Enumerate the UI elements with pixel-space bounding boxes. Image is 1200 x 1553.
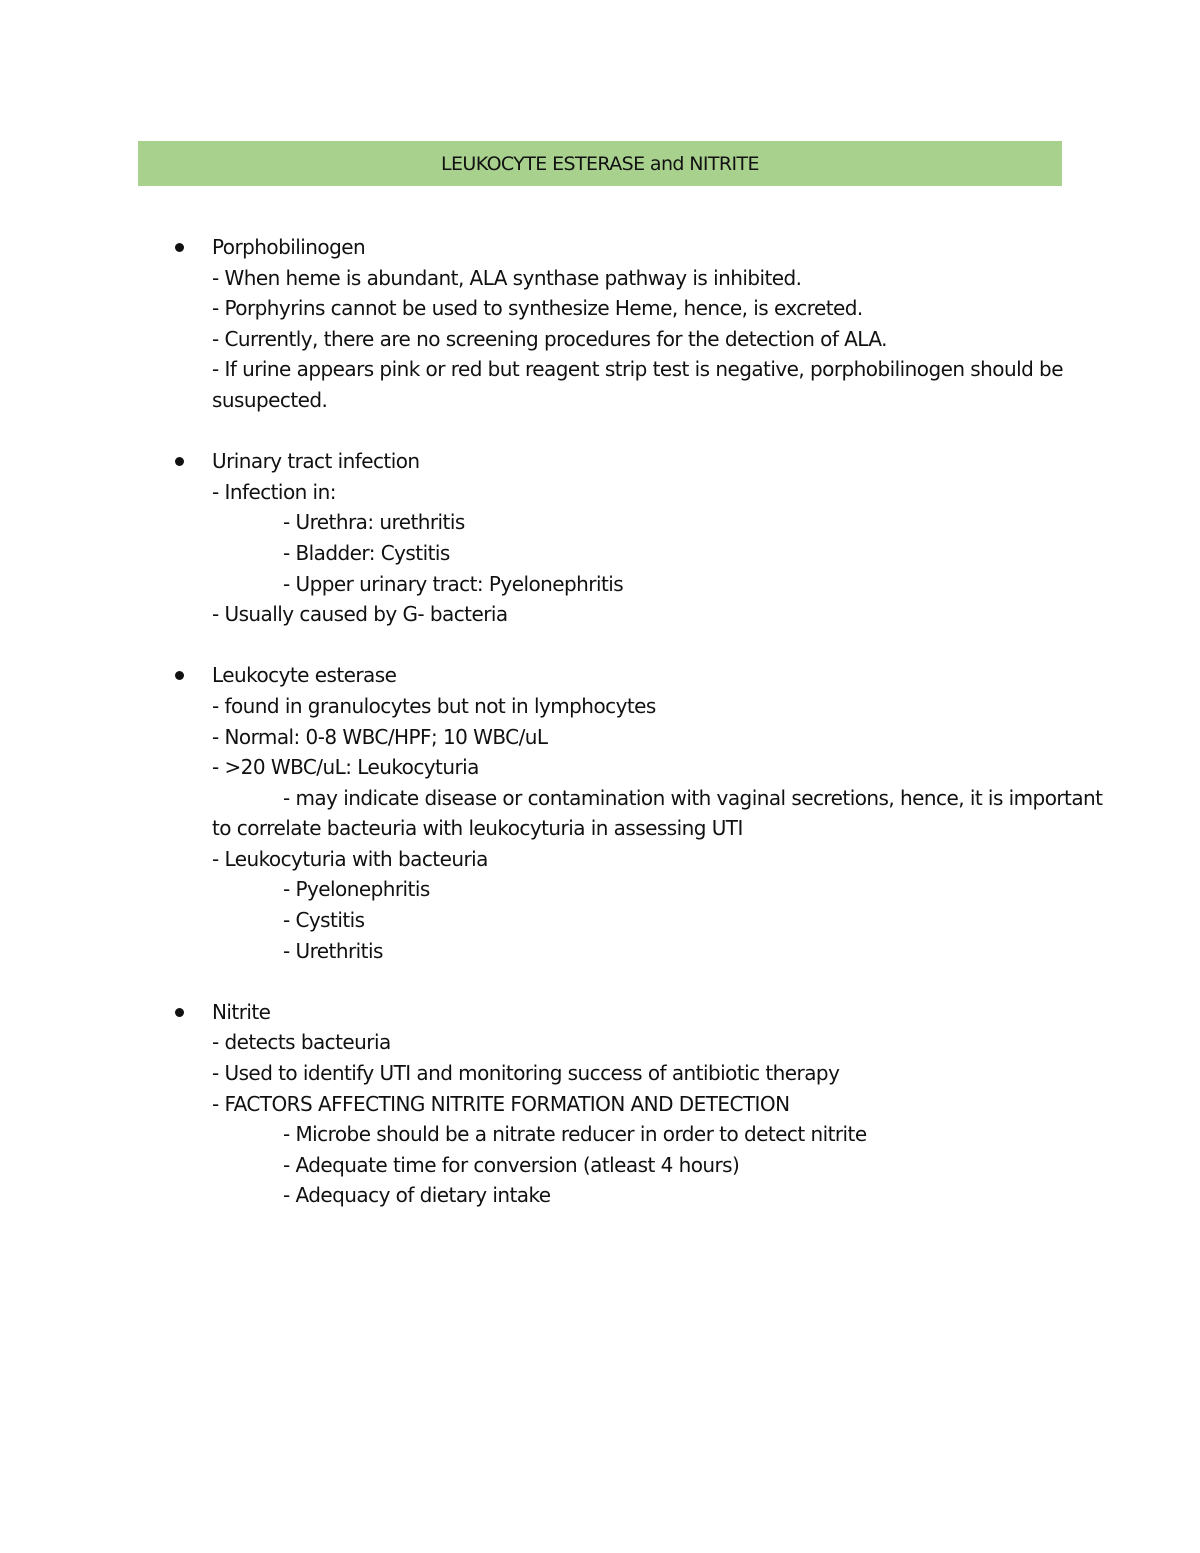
heading-text: Porphobilinogen xyxy=(212,235,366,259)
list-item: - found in granulocytes but not in lymphocytes xyxy=(212,693,656,718)
section-porphobilinogen xyxy=(0,232,1200,416)
section-nitrite xyxy=(0,997,1200,1211)
section-heading xyxy=(0,660,1200,691)
section-urinary-tract-infection xyxy=(0,446,1200,630)
document-body xyxy=(0,232,1200,1211)
section-heading xyxy=(0,232,1200,263)
list-item-continuation: to correlate bacteuria with leukocyturia in assessing UTI xyxy=(212,816,743,841)
bullet-icon xyxy=(175,1008,184,1017)
list-item: - When heme is abundant, ALA synthase pathway is inhibited. xyxy=(212,265,802,290)
list-item: - Usually caused by G- bacteria xyxy=(212,602,508,627)
spacer xyxy=(0,630,1200,661)
list-item: - Infection in: xyxy=(212,479,336,504)
list-subitem: - Urethritis xyxy=(283,938,383,963)
page-title: LEUKOCYTE ESTERASE and NITRITE xyxy=(441,152,759,175)
list-subitem: - Upper urinary tract: Pyelonephritis xyxy=(283,571,624,596)
list-subitem: - Urethra: urethritis xyxy=(283,510,465,535)
list-item: - Leukocyturia with bacteuria xyxy=(212,846,488,871)
heading-text: Leukocyte esterase xyxy=(212,663,397,688)
list-item: - Currently, there are no screening procedures for the detection of ALA. xyxy=(212,326,887,351)
bullet-icon xyxy=(175,457,184,466)
heading-text: Nitrite xyxy=(212,999,271,1024)
heading-text: Urinary tract infection xyxy=(212,449,420,474)
list-subitem: - may indicate disease or contamination with vaginal secretions, hence, it is important xyxy=(283,785,1103,810)
title-band xyxy=(138,141,1062,186)
list-item: susupected. xyxy=(212,387,328,412)
list-subitem: - Adequacy of dietary intake xyxy=(283,1183,551,1208)
list-item: - detects bacteuria xyxy=(212,1030,391,1055)
list-item: - Porphyrins cannot be used to synthesize Heme, hence, is excreted. xyxy=(212,296,863,321)
list-item: - If urine appears pink or red but reagent strip test is negative, porphobilinogen should be xyxy=(212,357,1063,382)
section-heading xyxy=(0,446,1200,477)
list-item: - Normal: 0-8 WBC/HPF; 10 WBC/uL xyxy=(212,724,548,749)
bullet-icon xyxy=(175,671,184,680)
list-subitem: - Microbe should be a nitrate reducer in order to detect nitrite xyxy=(283,1122,867,1147)
list-subitem: - Cystitis xyxy=(283,908,365,933)
list-item: - >20 WBC/uL: Leukocyturia xyxy=(212,755,479,780)
section-leukocyte-esterase xyxy=(0,660,1200,966)
list-item: - Used to identify UTI and monitoring success of antibiotic therapy xyxy=(212,1061,840,1086)
list-subitem: - Pyelonephritis xyxy=(283,877,430,902)
list-item: - FACTORS AFFECTING NITRITE FORMATION AND DETECTION xyxy=(212,1091,790,1116)
list-subitem: - Bladder: Cystitis xyxy=(283,540,450,565)
section-heading xyxy=(0,997,1200,1028)
bullet-icon xyxy=(175,243,184,252)
list-subitem: - Adequate time for conversion (atleast 4 hours) xyxy=(283,1152,740,1177)
spacer xyxy=(0,416,1200,447)
spacer xyxy=(0,966,1200,997)
